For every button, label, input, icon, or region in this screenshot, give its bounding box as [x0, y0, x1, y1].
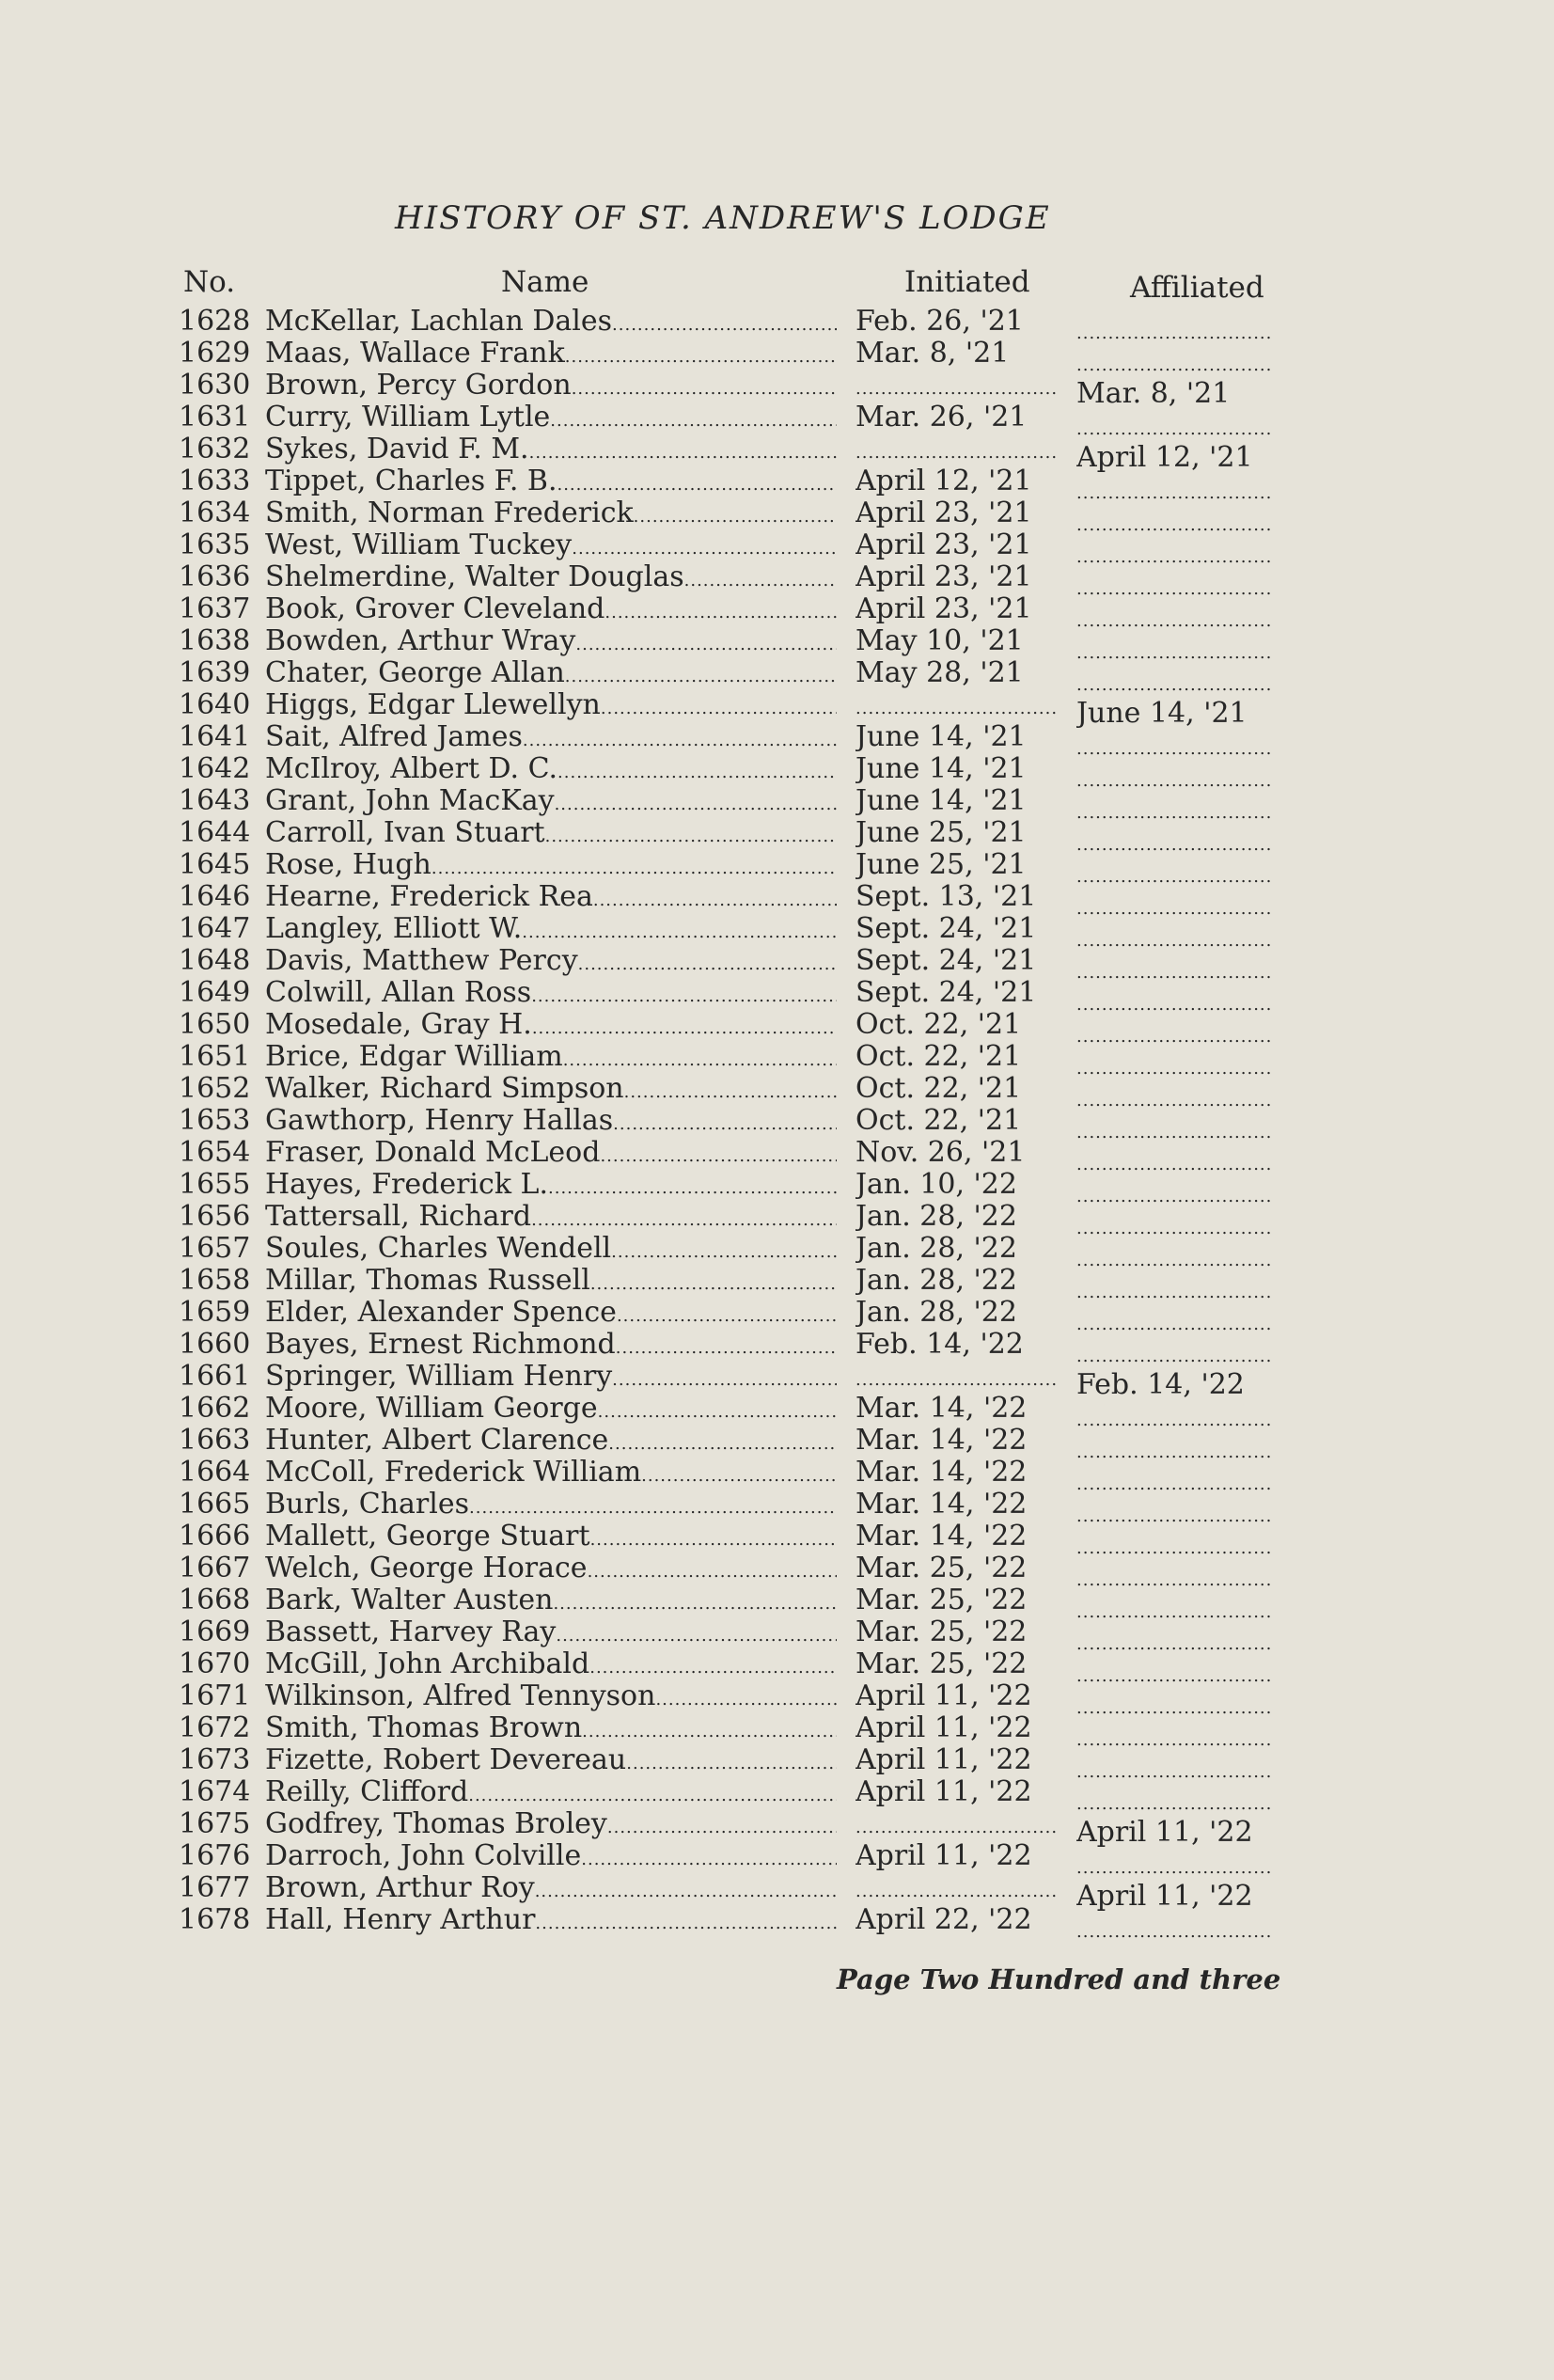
- member-name: Bowden, Arthur Wray .....: [265, 625, 837, 661]
- table-row: [0, 338, 1554, 370]
- table-row: [0, 465, 1554, 497]
- column-header-initiated: Initiated: [904, 265, 1030, 299]
- initiated-date: Mar. 26, '21: [855, 402, 1028, 433]
- member-name: Shelmerdine, Walter Douglas .....: [265, 561, 837, 597]
- table-row: [0, 1073, 1554, 1105]
- initiated-date: [855, 433, 1058, 469]
- member-name: Smith, Thomas Brown .....: [265, 1712, 837, 1748]
- table-row: [0, 1840, 1554, 1872]
- member-number: 1662: [179, 1392, 251, 1425]
- member-number: 1669: [179, 1616, 251, 1648]
- member-name: Bassett, Harvey Ray .....: [265, 1616, 837, 1652]
- initiated-date: [855, 1872, 1058, 1908]
- member-number: 1670: [179, 1647, 251, 1680]
- initiated-date: Jan. 28, '22: [855, 1233, 1017, 1265]
- initiated-date: [855, 1808, 1058, 1844]
- table-row: [0, 1489, 1554, 1521]
- initiated-date: [855, 1361, 1058, 1396]
- table-row: [0, 1393, 1554, 1425]
- table-row: [0, 402, 1554, 433]
- table-row: [0, 1584, 1554, 1616]
- table-row: [0, 529, 1554, 561]
- member-name: Carroll, Ivan Stuart .....: [265, 817, 837, 853]
- member-name: Wilkinson, Alfred Tennyson .....: [265, 1680, 837, 1716]
- member-name: Hall, Henry Arthur .....: [265, 1904, 837, 1940]
- table-row: [0, 1648, 1554, 1680]
- member-name: Sait, Alfred James .....: [265, 721, 837, 757]
- table-row: [0, 913, 1554, 945]
- table-row: [0, 625, 1554, 657]
- table-row: [0, 306, 1554, 338]
- member-number: 1659: [179, 1296, 251, 1329]
- member-number: 1635: [179, 528, 251, 561]
- member-number: 1628: [179, 305, 251, 338]
- table-row: [0, 1744, 1554, 1776]
- initiated-date: Sept. 24, '21: [855, 913, 1037, 945]
- affiliated-date: Mar. 8, '21: [1076, 378, 1231, 410]
- member-name: Tippet, Charles F. B. .....: [265, 465, 837, 501]
- initiated-date: Mar. 8, '21: [855, 338, 1010, 370]
- column-header-no: No.: [183, 265, 236, 299]
- table-row: [0, 1712, 1554, 1744]
- member-number: 1656: [179, 1200, 251, 1233]
- member-name: Grant, John MacKay .....: [265, 785, 837, 821]
- initiated-date: April 23, '21: [855, 561, 1032, 593]
- member-number: 1637: [179, 592, 251, 625]
- table-row: [0, 1201, 1554, 1233]
- initiated-date: Mar. 25, '22: [855, 1584, 1028, 1616]
- member-name: Hearne, Frederick Rea .....: [265, 881, 837, 917]
- initiated-date: April 11, '22: [855, 1712, 1032, 1744]
- initiated-date: April 23, '21: [855, 593, 1032, 625]
- table-row: [0, 1776, 1554, 1808]
- initiated-date: April 11, '22: [855, 1680, 1032, 1712]
- initiated-date: April 23, '21: [855, 497, 1032, 529]
- member-name: McKellar, Lachlan Dales .....: [265, 306, 837, 341]
- member-number: 1630: [179, 369, 251, 402]
- table-row: [0, 1616, 1554, 1648]
- member-number: 1661: [179, 1360, 251, 1393]
- member-number: 1631: [179, 401, 251, 433]
- member-name: Burls, Charles .....: [265, 1489, 837, 1524]
- initiated-date: April 23, '21: [855, 529, 1032, 561]
- member-name: Darroch, John Colville .....: [265, 1840, 837, 1876]
- member-name: Hunter, Albert Clarence .....: [265, 1425, 837, 1460]
- member-number: 1650: [179, 1008, 251, 1041]
- table-row: [0, 1169, 1554, 1201]
- table-row: [0, 977, 1554, 1009]
- member-name: Hayes, Frederick L. .....: [265, 1169, 837, 1205]
- member-name: West, William Tuckey .....: [265, 529, 837, 565]
- affiliated-date: April 11, '22: [1076, 1817, 1253, 1849]
- initiated-date: Oct. 22, '21: [855, 1041, 1022, 1073]
- member-number: 1653: [179, 1104, 251, 1137]
- table-row: [0, 1137, 1554, 1169]
- initiated-date: Oct. 22, '21: [855, 1105, 1022, 1137]
- initiated-date: Oct. 22, '21: [855, 1009, 1022, 1041]
- member-name: Brown, Arthur Roy .....: [265, 1872, 837, 1908]
- table-row: [0, 1360, 1554, 1401]
- member-name: Mosedale, Gray H. .....: [265, 1009, 837, 1045]
- member-number: 1676: [179, 1839, 251, 1872]
- column-header-name: Name: [501, 265, 589, 299]
- member-number: 1665: [179, 1488, 251, 1521]
- member-name: Langley, Elliott W. .....: [265, 913, 837, 949]
- member-name: Higgs, Edgar Llewellyn .....: [265, 689, 837, 725]
- initiated-date: Mar. 25, '22: [855, 1648, 1028, 1680]
- initiated-date: Jan. 28, '22: [855, 1201, 1017, 1233]
- table-row: [0, 785, 1554, 817]
- initiated-date: June 25, '21: [855, 849, 1027, 881]
- member-number: 1668: [179, 1584, 251, 1616]
- table-row: [0, 945, 1554, 977]
- member-name: McIlroy, Albert D. C. .....: [265, 753, 837, 789]
- initiated-date: Mar. 14, '22: [855, 1393, 1028, 1425]
- initiated-date: Jan. 10, '22: [855, 1169, 1017, 1201]
- table-row: [0, 1233, 1554, 1265]
- initiated-date: Jan. 28, '22: [855, 1297, 1017, 1329]
- table-row: [0, 688, 1554, 730]
- initiated-date: Mar. 25, '22: [855, 1553, 1028, 1584]
- initiated-date: Sept. 24, '21: [855, 977, 1037, 1009]
- member-number: 1638: [179, 624, 251, 657]
- member-number: 1652: [179, 1072, 251, 1105]
- member-name: Millar, Thomas Russell .....: [265, 1265, 837, 1300]
- member-number: 1663: [179, 1424, 251, 1457]
- initiated-date: [855, 689, 1058, 725]
- initiated-date: Jan. 28, '22: [855, 1265, 1017, 1297]
- member-number: 1634: [179, 496, 251, 529]
- member-number: 1649: [179, 976, 251, 1009]
- initiated-date: May 28, '21: [855, 657, 1024, 689]
- members-table: [0, 306, 1554, 1936]
- initiated-date: Mar. 14, '22: [855, 1521, 1028, 1553]
- member-number: 1657: [179, 1232, 251, 1265]
- initiated-date: Mar. 14, '22: [855, 1457, 1028, 1489]
- table-row: [0, 593, 1554, 625]
- member-name: Reilly, Clifford .....: [265, 1776, 837, 1812]
- table-row: [0, 721, 1554, 753]
- member-name: Mallett, George Stuart .....: [265, 1521, 837, 1556]
- table-row: [0, 497, 1554, 529]
- initiated-date: June 14, '21: [855, 753, 1027, 785]
- member-number: 1654: [179, 1136, 251, 1169]
- initiated-date: Sept. 24, '21: [855, 945, 1037, 977]
- member-name: Fizette, Robert Devereau .....: [265, 1744, 837, 1780]
- member-name: Bark, Walter Austen .....: [265, 1584, 837, 1620]
- member-number: 1667: [179, 1552, 251, 1584]
- table-row: [0, 881, 1554, 913]
- table-row: [0, 1297, 1554, 1329]
- table-row: [0, 1041, 1554, 1073]
- member-name: Book, Grover Cleveland .....: [265, 593, 837, 629]
- table-row: [0, 1105, 1554, 1137]
- member-name: Curry, William Lytle .....: [265, 402, 837, 437]
- member-name: McColl, Frederick William .....: [265, 1457, 837, 1492]
- member-name: McGill, John Archibald .....: [265, 1648, 837, 1684]
- table-row: [0, 849, 1554, 881]
- member-number: 1639: [179, 656, 251, 689]
- table-row: [0, 657, 1554, 689]
- member-number: 1633: [179, 465, 251, 497]
- initiated-date: April 22, '22: [855, 1904, 1032, 1936]
- member-number: 1642: [179, 752, 251, 785]
- table-row: [0, 1521, 1554, 1553]
- member-number: 1646: [179, 880, 251, 913]
- member-name: Springer, William Henry .....: [265, 1361, 837, 1396]
- member-name: Moore, William George .....: [265, 1393, 837, 1428]
- member-name: Tattersall, Richard .....: [265, 1201, 837, 1237]
- member-number: 1674: [179, 1775, 251, 1808]
- table-row: [0, 753, 1554, 785]
- member-number: 1648: [179, 944, 251, 977]
- member-name: Brice, Edgar William .....: [265, 1041, 837, 1077]
- affiliated-date: April 12, '21: [1076, 442, 1253, 474]
- member-number: 1666: [179, 1520, 251, 1553]
- member-name: Smith, Norman Frederick .....: [265, 497, 837, 533]
- member-number: 1651: [179, 1040, 251, 1073]
- member-number: 1645: [179, 848, 251, 881]
- initiated-date: [855, 370, 1058, 405]
- member-name: Godfrey, Thomas Broley .....: [265, 1808, 837, 1844]
- initiated-date: Mar. 14, '22: [855, 1489, 1028, 1521]
- table-row: [0, 1457, 1554, 1489]
- member-number: 1660: [179, 1328, 251, 1361]
- table-row: [0, 1904, 1554, 1936]
- member-number: 1636: [179, 560, 251, 593]
- table-row: [0, 1329, 1554, 1361]
- affiliated-date: [1076, 1913, 1274, 1948]
- initiated-date: Oct. 22, '21: [855, 1073, 1022, 1105]
- member-name: Davis, Matthew Percy .....: [265, 945, 837, 981]
- member-name: Rose, Hugh .....: [265, 849, 837, 885]
- table-row: [0, 1871, 1554, 1913]
- initiated-date: June 25, '21: [855, 817, 1027, 849]
- member-number: 1641: [179, 720, 251, 753]
- initiated-date: April 11, '22: [855, 1744, 1032, 1776]
- initiated-date: April 12, '21: [855, 465, 1032, 497]
- member-name: Sykes, David F. M. .....: [265, 433, 837, 469]
- member-number: 1643: [179, 784, 251, 817]
- initiated-date: Sept. 13, '21: [855, 881, 1037, 913]
- member-name: Soules, Charles Wendell .....: [265, 1233, 837, 1269]
- member-number: 1675: [179, 1807, 251, 1840]
- table-row: [0, 561, 1554, 593]
- page-title: HISTORY OF ST. ANDREW'S LODGE: [395, 199, 1051, 237]
- initiated-date: Nov. 26, '21: [855, 1137, 1026, 1169]
- member-name: Bayes, Ernest Richmond .....: [265, 1329, 837, 1364]
- table-row: [0, 1680, 1554, 1712]
- table-row: [0, 1807, 1554, 1849]
- member-number: 1672: [179, 1711, 251, 1744]
- column-header-affiliated: Affiliated: [1130, 271, 1264, 305]
- member-name: Colwill, Allan Ross .....: [265, 977, 837, 1013]
- initiated-date: May 10, '21: [855, 625, 1024, 657]
- member-number: 1658: [179, 1264, 251, 1297]
- member-number: 1671: [179, 1679, 251, 1712]
- initiated-date: April 11, '22: [855, 1776, 1032, 1808]
- table-row: [0, 369, 1554, 410]
- member-name: Maas, Wallace Frank .....: [265, 338, 837, 373]
- member-name: Gawthorp, Henry Hallas .....: [265, 1105, 837, 1141]
- initiated-date: Mar. 14, '22: [855, 1425, 1028, 1457]
- affiliated-date: April 11, '22: [1076, 1881, 1253, 1913]
- member-number: 1640: [179, 688, 251, 721]
- member-number: 1647: [179, 912, 251, 945]
- member-name: Fraser, Donald McLeod .....: [265, 1137, 837, 1173]
- initiated-date: April 11, '22: [855, 1840, 1032, 1872]
- table-row: [0, 1009, 1554, 1041]
- member-number: 1644: [179, 816, 251, 849]
- initiated-date: Mar. 25, '22: [855, 1616, 1028, 1648]
- member-number: 1678: [179, 1903, 251, 1936]
- table-row: [0, 817, 1554, 849]
- member-number: 1677: [179, 1871, 251, 1904]
- member-name: Brown, Percy Gordon .....: [265, 370, 837, 405]
- initiated-date: Feb. 14, '22: [855, 1329, 1024, 1361]
- table-row: [0, 1265, 1554, 1297]
- member-number: 1629: [179, 337, 251, 370]
- member-number: 1655: [179, 1168, 251, 1201]
- member-name: Chater, George Allan .....: [265, 657, 837, 693]
- initiated-date: June 14, '21: [855, 721, 1027, 753]
- member-number: 1673: [179, 1743, 251, 1776]
- table-row: [0, 1425, 1554, 1457]
- affiliated-date: Feb. 14, '22: [1076, 1369, 1245, 1401]
- member-number: 1632: [179, 433, 251, 465]
- table-row: [0, 433, 1554, 474]
- table-row: [0, 1553, 1554, 1584]
- initiated-date: Feb. 26, '21: [855, 306, 1024, 338]
- member-name: Welch, George Horace .....: [265, 1553, 837, 1588]
- member-name: Elder, Alexander Spence .....: [265, 1297, 837, 1332]
- affiliated-date: June 14, '21: [1076, 698, 1248, 730]
- page-number-label: Page Two Hundred and three: [837, 1963, 1281, 1995]
- member-number: 1664: [179, 1456, 251, 1489]
- initiated-date: June 14, '21: [855, 785, 1027, 817]
- member-name: Walker, Richard Simpson .....: [265, 1073, 837, 1109]
